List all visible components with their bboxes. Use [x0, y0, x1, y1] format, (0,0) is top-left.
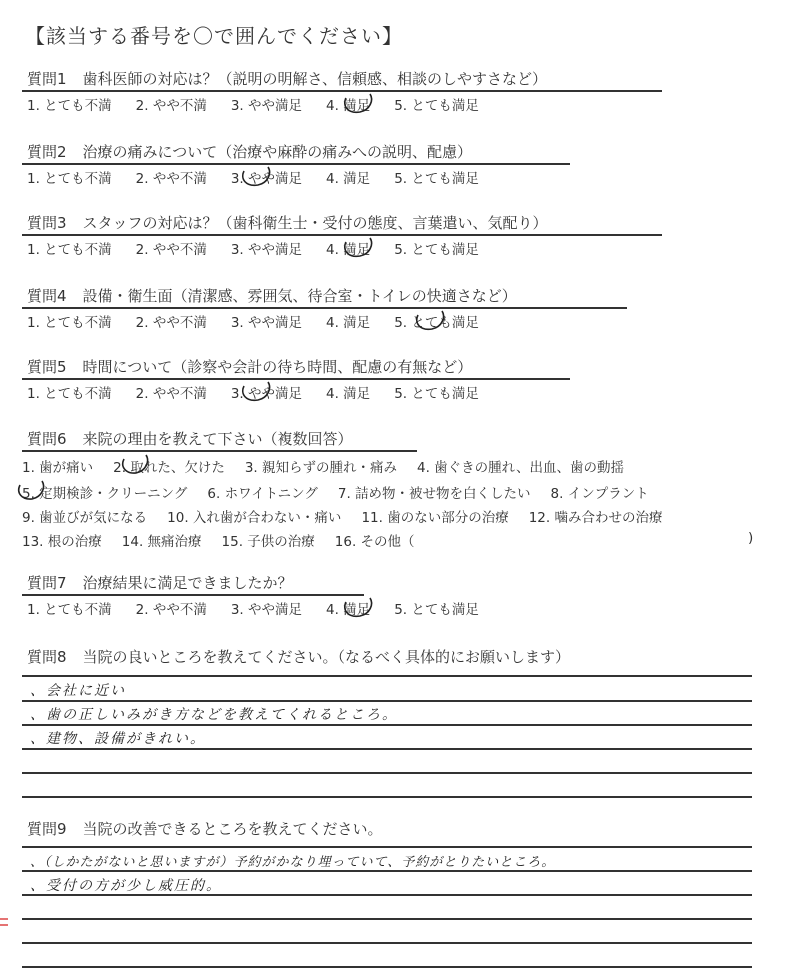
question-label: 質問1: [27, 70, 67, 88]
reason-option[interactable]: 6. ホワイトニング: [207, 486, 318, 502]
other-close-paren: ): [748, 530, 754, 546]
reason-option[interactable]: 4. 歯ぐきの腫れ、出血、歯の動揺: [417, 460, 624, 476]
question-text: 当院の改善できるところを教えてください。: [82, 820, 383, 838]
option[interactable]: 3. やや満足: [230, 315, 303, 331]
option[interactable]: 5. とても満足: [394, 386, 479, 402]
question-3: [27, 212, 548, 233]
question-7: [27, 572, 293, 593]
reason-row-3: [22, 506, 682, 526]
answer-line: [22, 942, 752, 944]
option[interactable]: 4. 満足: [326, 171, 371, 187]
option[interactable]: 2. やや不満: [135, 602, 207, 618]
question-text: 時間について（診察や会計の待ち時間、配慮の有無など）: [82, 358, 473, 376]
reason-option[interactable]: 10. 入れ歯が合わない・痛い: [167, 510, 342, 526]
reason-row-4: [22, 530, 435, 550]
question-5: [27, 356, 472, 377]
reason-option[interactable]: 12. 噛み合わせの治療: [528, 510, 663, 526]
question-text: スタッフの対応は？（歯科衛生士・受付の態度、言葉遣い、気配り）: [82, 214, 548, 232]
handwritten-answer: 、会社に近い: [30, 683, 126, 699]
handwritten-answer: 、（しかたがないと思いますが）予約がかなり埋っていて、予約がとりたいところ。: [30, 855, 556, 870]
option[interactable]: 1. とても不満: [27, 315, 112, 331]
selection-circle: [238, 378, 274, 404]
question-text: 治療の痛みについて（治療や麻酔の痛みへの説明、配慮）: [82, 143, 472, 161]
answer-line: [22, 700, 752, 702]
option[interactable]: 5. とても満足: [394, 171, 479, 187]
reason-option[interactable]: 15. 子供の治療: [221, 534, 315, 550]
options-q3: [27, 238, 503, 258]
question-label: 質問2: [27, 143, 67, 161]
question-text: 当院の良いところを教えてください。（なるべく具体的にお願いします）: [82, 648, 571, 666]
answer-line: [22, 870, 752, 872]
selection-circle: [412, 307, 448, 333]
option[interactable]: 2. やや不満: [135, 386, 207, 402]
question-9: [27, 818, 383, 839]
question-text: 来院の理由を教えて下さい（複数回答）: [82, 430, 353, 448]
answer-line: [22, 772, 752, 774]
selection-circle: [14, 478, 48, 502]
selection-circle: [340, 234, 376, 260]
question-label: 質問8: [27, 648, 67, 666]
option[interactable]: 2. やや不満: [135, 98, 207, 114]
option[interactable]: 5. とても満足: [394, 602, 479, 618]
question-1: [27, 68, 547, 89]
question-8: [27, 646, 570, 667]
option[interactable]: 3. やや満足: [230, 98, 303, 114]
option[interactable]: 1. とても不満: [27, 386, 112, 402]
option-selected[interactable]: 4. 満足: [326, 98, 371, 114]
options-q7: [27, 598, 503, 618]
question-label: 質問9: [27, 820, 67, 838]
option[interactable]: 2. やや不満: [135, 315, 207, 331]
question-text: 歯科医師の対応は？（説明の明解さ、信頼感、相談のしやすさなど）: [82, 70, 547, 88]
reason-option[interactable]: 1. 歯が痛い: [22, 460, 94, 476]
reason-option[interactable]: 7. 詰め物・被せ物を白くしたい: [337, 486, 531, 502]
option-selected[interactable]: 5. とても満足: [394, 315, 479, 331]
instruction-header: 【該当する番号を〇で囲んでください】: [25, 24, 403, 48]
selection-circle: [238, 163, 274, 189]
option[interactable]: 1. とても不満: [27, 242, 112, 258]
selection-circle: [118, 452, 152, 476]
option[interactable]: 2. やや不満: [135, 171, 207, 187]
options-q1: [27, 94, 503, 114]
reason-option-other[interactable]: 16. その他（: [334, 534, 415, 550]
margin-mark: [0, 924, 8, 926]
reason-option[interactable]: 3. 親知らずの腫れ・痛み: [244, 460, 398, 476]
answer-line: [22, 796, 752, 798]
reason-option[interactable]: 14. 無痛治療: [121, 534, 202, 550]
margin-mark: [0, 918, 8, 920]
question-label: 質問3: [27, 214, 67, 232]
option[interactable]: 5. とても満足: [394, 242, 479, 258]
question-6: [27, 428, 353, 449]
option-selected[interactable]: 3. やや満足: [230, 386, 303, 402]
question-underline: [22, 378, 570, 380]
option[interactable]: 4. 満足: [326, 315, 371, 331]
answer-line: [22, 918, 752, 920]
reason-option-selected[interactable]: 2. 取れた、欠けた: [113, 460, 225, 476]
selection-circle: [340, 90, 376, 116]
option[interactable]: 1. とても不満: [27, 171, 112, 187]
option[interactable]: 1. とても不満: [27, 98, 112, 114]
option-selected[interactable]: 4. 満足: [326, 602, 371, 618]
question-4: [27, 285, 517, 306]
option[interactable]: 3. やや満足: [230, 602, 303, 618]
reason-row-2: [22, 482, 669, 502]
answer-line: [22, 966, 752, 968]
handwritten-answer: 、歯の正しいみがき方などを教えてくれるところ。: [30, 707, 398, 723]
handwritten-answer: 、建物、設備がきれい。: [30, 731, 206, 747]
reason-option-selected[interactable]: 5. 定期検診・クリーニング: [22, 486, 188, 502]
question-label: 質問7: [27, 574, 67, 592]
question-text: 設備・衛生面（清潔感、雰囲気、待合室・トイレの快適さなど）: [82, 287, 517, 305]
question-label: 質問5: [27, 358, 67, 376]
option[interactable]: 5. とても満足: [394, 98, 479, 114]
handwritten-answer: 、受付の方が少し威圧的。: [30, 878, 222, 894]
reason-option[interactable]: 13. 根の治療: [22, 534, 102, 550]
selection-circle: [340, 594, 376, 620]
answer-line: [22, 748, 752, 750]
question-underline: [22, 307, 627, 309]
question-label: 質問4: [27, 287, 67, 305]
question-2: [27, 141, 472, 162]
question-text: 治療結果に満足できましたか？: [82, 574, 293, 592]
option-selected[interactable]: 3. やや満足: [230, 171, 303, 187]
reason-option[interactable]: 11. 歯のない部分の治療: [361, 510, 509, 526]
question-underline: [22, 450, 417, 452]
option[interactable]: 2. やや不満: [135, 242, 207, 258]
option[interactable]: 4. 満足: [326, 386, 371, 402]
reason-option[interactable]: 9. 歯並びが気になる: [22, 510, 148, 526]
question-underline: [22, 594, 364, 596]
question-underline: [22, 163, 570, 165]
option[interactable]: 3. やや満足: [230, 242, 303, 258]
option-selected[interactable]: 4. 満足: [326, 242, 371, 258]
question-label: 質問6: [27, 430, 67, 448]
option[interactable]: 1. とても不満: [27, 602, 112, 618]
answer-line: [22, 724, 752, 726]
reason-option[interactable]: 8. インプラント: [550, 486, 649, 502]
answer-line: [22, 675, 752, 677]
answer-line: [22, 846, 752, 848]
reason-row-1: [22, 456, 644, 476]
